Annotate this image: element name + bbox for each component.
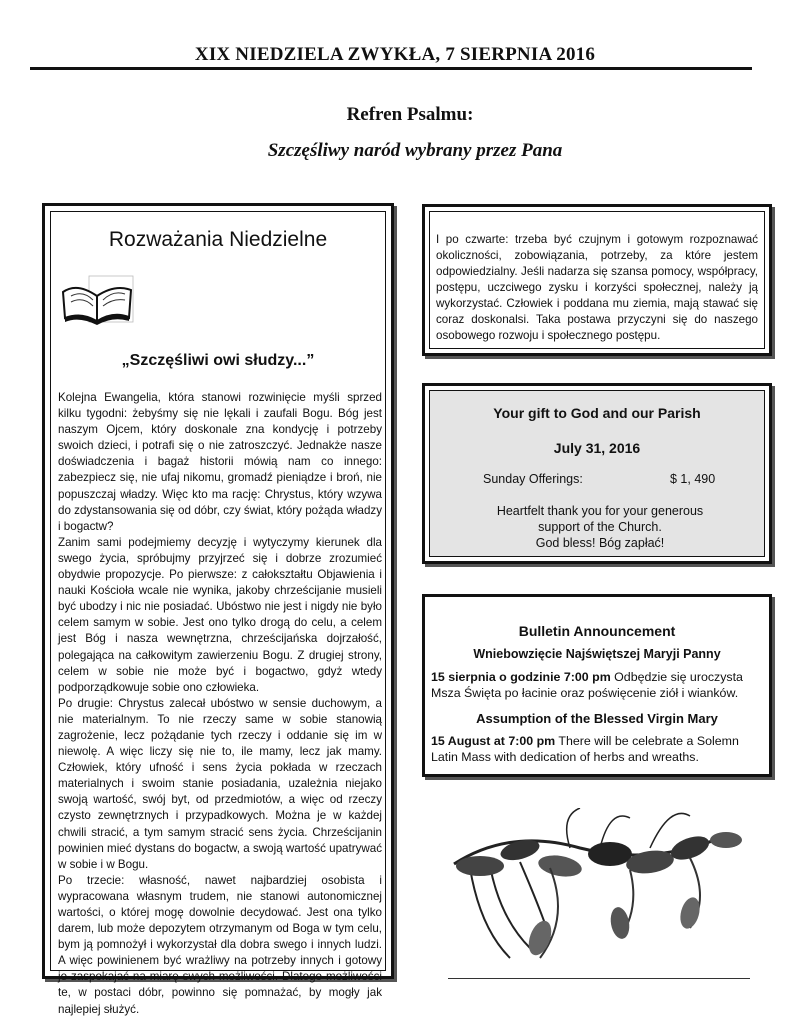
bottom-rule: [448, 978, 750, 979]
fourth-point-box: [422, 204, 772, 356]
announcement-pl-text: [431, 669, 767, 701]
announcement-pl-body: Odbędzie się uroczysta Msza Święta po łacinie oraz poświęcenie ziół i wianków.: [431, 670, 743, 700]
header-rule: [30, 67, 752, 70]
reflection-paragraph: Zanim sami podejmiemy decyzję i wytyczymy kierunek dla swego życia, spróbujmy przyjrzeć się i dobrze zrozumieć obydwie propozycje. Po pierwsze: z całokształtu Objawienia i nauki Kościoła wcale nie wynika, jakoby chrześcijanie musieli być ubodzy i nic nie posiadać. Ubóstwo nie jest i nigdy nie było celem samym w sobie. Jest ono tylko drogą do celu, a celem jest Bóg i nasza wewnętrzna, chrześcijańska dojrzałość, polegająca na całkowitym zawierzeniu Bogu. Z drugiej strony, celem w sobie nie może być i bogactwo, gdyż wtedy podporządkowuje sobie ono człowieka.: [58, 535, 382, 694]
gift-thanks-line: support of the Church.: [538, 520, 662, 534]
announcement-title: Bulletin Announcement: [518, 623, 676, 639]
gift-date: July 31, 2016: [553, 440, 641, 456]
fourth-point-text: I po czwarte: trzeba być czujnym i gotowym rozpoznawać okoliczności, zobowiązania, potrzeby, za które jestem odpowiedzialny. Jeśli nadarza się szansa pomocy, współpracy, postępu, uczciwego zysku i korzyści społecznej, należy ją wykorzystać. Człowiek i poddana mu ziemia, mają stawać się coraz doskonalsi. Taka postawa przyczyni się do naszego osobowego rozwoju i społecznego postępu.: [436, 233, 758, 342]
gift-thanks-line: God bless! Bóg zapłać!: [535, 536, 665, 550]
offering-amount: $ 1, 490: [670, 472, 716, 486]
fourth-point-box-inner: [429, 211, 765, 349]
psalm-heading: Refren Psalmu:: [346, 104, 474, 125]
reflection-paragraph: Po drugie: Chrystus zalecał ubóstwo w sensie duchowym, a nie materialnym. To nie rzeczy same w sobie stanowią zagrożenie, lecz pożądanie tych rzeczy i oddanie się im w niewolę. A więc liczy się nie to, ile mamy, lecz jak mamy. Człowiek, który ufność i sens życia pokłada w rzeczach materialnych i swoim stanie posiadania, uzależnia niejako swoją wartość, swój byt, od przedmiotów, a więc od rzeczy czysto zewnętrznych i przypadkowych. Można je w każdej chwili stracić, a tym samym stracić sens życia. Chrześcijanin powinien mieć dystans do bogactw, a swoją wartość upatrywać w sobie i w Bogu.: [58, 696, 382, 871]
reflection-paragraph: Po trzecie: własność, nawet najbardziej osobista i wypracowana własnym trudem, nie stanowi autonomicznej wartości, o której mogę dowolnie decydować. Jest ona tylko darem, lub może depozytem otrzymanym od Boga w tym celu, bym ją pomnożył i wykorzystał dla dobra swego i innych ludzi. A więc powinienem być wrażliwy na potrzeby innych i gotowy je zaspokajać na miarę swych możliwości. Dlatego możliwości te, w postaci dóbr, powinno się pomnażać, by mogły jak najlepiej służyć.: [58, 873, 382, 1016]
gift-thanks-line: Heartfelt thank you for your generous: [496, 504, 704, 518]
open-book-icon: [59, 274, 135, 326]
reflection-box: [42, 203, 394, 1016]
reflection-body: [58, 390, 382, 1018]
announcement-pl-title: Wniebowzięcie Najświętszej Maryji Panny: [473, 647, 721, 661]
reflection-paragraph: Kolejna Ewangelia, która stanowi rozwinięcie myśli sprzed kilku tygodni: żebyśmy się nie lękali i zaufali Bogu. Bóg jest naszym Ojcem, który doskonale zna kondycję i potrzeby swoich dzieci, i potrafi się o nie zatroszczyć. Jednakże nasze doświadczenia i bagaż historii mówią nam co innego: zabezpiecz się, nie ufaj nikomu, gromadź pieniądze i broń, nie popuszczaj władzy. Więc kto ma rację: Chrystus, który wzywa do zdystansowania się od dóbr, czy świat, który pożąda władzy i bogactw?: [58, 391, 382, 533]
reflection-title: Rozważania Niedzielne: [108, 228, 328, 251]
page-header-title: XIX NIEDZIELA ZWYKŁA, 7 SIERPNIA 2016: [194, 44, 596, 65]
gift-thanks: [470, 503, 730, 551]
psalm-text: Szczęśliwy naród wybrany przez Pana: [267, 140, 563, 161]
flower-wreath-illustration: [450, 808, 750, 968]
announcement-en-title: Assumption of the Blessed Virgin Mary: [476, 711, 718, 726]
reflection-box-inner: [50, 211, 386, 1016]
gift-box: [422, 383, 772, 564]
announcement-box-inner: [429, 601, 765, 770]
announcement-en-date: 15 August at 7:00 pm: [431, 734, 556, 748]
announcement-en-text: [431, 733, 767, 765]
announcement-en-body: There will be celebrate a Solemn Latin Mass with dedication of herbs and wreaths.: [431, 734, 739, 764]
gift-box-inner: [429, 390, 765, 557]
gift-title: Your gift to God and our Parish: [493, 405, 701, 421]
announcement-pl-date: 15 sierpnia o godzinie 7:00 pm: [431, 670, 611, 684]
reflection-subtitle: „Szczęśliwi owi słudzy...”: [121, 352, 315, 369]
announcement-box: [422, 594, 772, 777]
offering-label: Sunday Offerings:: [483, 472, 583, 486]
